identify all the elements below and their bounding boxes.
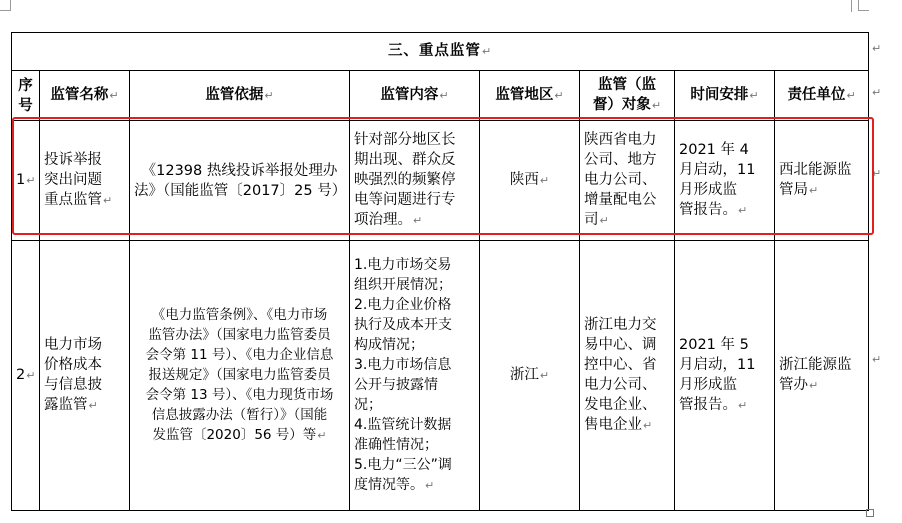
row-schedule-cell: 2021 年 5 月启动，11 月形成监 管报告。↵ bbox=[675, 241, 775, 511]
table-row bbox=[12, 121, 869, 241]
row-end-mark: ↵ bbox=[872, 86, 882, 99]
row-unit-cell: 浙江能源监 管办↵ bbox=[775, 241, 869, 511]
row-schedule-cell: 2021 年 4 月启动，11 月形成监 管报告。↵ bbox=[675, 121, 775, 241]
row-end-mark: ↵ bbox=[872, 42, 882, 55]
header-unit: 责任单位↵ bbox=[775, 71, 869, 121]
table-title: 三、重点监管↵ bbox=[12, 33, 869, 71]
row-end-mark: ↵ bbox=[872, 353, 882, 366]
row-basis-cell: 《电力监管条例》、《电力市场 监管办法》（国家电力监管委员 会令第 11 号）、《电力企业信息 报送规定》（国家电力监管委员 会令第 13 号）、《电力现货市场 信息披露办法（暂行）》（国能 发监管〔2020〕56 号）等↵ bbox=[130, 241, 350, 511]
header-target: 监管（监 督）对象↵ bbox=[580, 71, 675, 121]
row-target-cell: 陕西省电力 公司、地方 电力公司、 增量配电公 司↵ bbox=[580, 121, 675, 241]
row-name-cell: 电力市场 价格成本 与信息披 露监管↵ bbox=[40, 241, 130, 511]
row-region-cell: 陕西↵ bbox=[480, 121, 580, 241]
page-margin-mark bbox=[851, 0, 852, 12]
row-end-mark: ↵ bbox=[872, 167, 882, 180]
row-name-cell: 投诉举报 突出问题 重点监管↵ bbox=[40, 121, 130, 241]
table-end-mark bbox=[866, 509, 874, 517]
row-seq-cell: 2↵ bbox=[12, 241, 40, 511]
page-corner-mark bbox=[858, 0, 869, 11]
header-basis: 监管依据↵ bbox=[130, 71, 350, 121]
header-name: 监管名称↵ bbox=[40, 71, 130, 121]
row-region-cell: 浙江↵ bbox=[480, 241, 580, 511]
row-basis-cell: 《12398 热线投诉举报处理办 法》（国能监管〔2017〕25 号） bbox=[130, 121, 350, 241]
table-row bbox=[12, 241, 869, 511]
page-corner-mark bbox=[0, 0, 11, 11]
row-target-cell: 浙江电力交 易中心、调 控中心、省 电力公司、 发电企业、 售电企业↵ bbox=[580, 241, 675, 511]
header-schedule: 时间安排↵ bbox=[675, 71, 775, 121]
header-region: 监管地区↵ bbox=[480, 71, 580, 121]
row-content-cell: 1.电力市场交易 组织开展情况； 2.电力企业价格 执行及成本开支 构成情况； 3.电力市场信息 公开与披露情 况； 4.监管统计数据 准确性情况； 5.电力“三公”调 度情况等。↵ bbox=[350, 241, 480, 511]
header-seq: 序 号 bbox=[12, 71, 40, 121]
row-unit-cell: 西北能源监 管局↵ bbox=[775, 121, 869, 241]
row-content-cell: 针对部分地区长 期出现、群众反 映强烈的频繁停 电等问题进行专 项治理。↵ bbox=[350, 121, 480, 241]
supervision-table bbox=[11, 32, 869, 511]
header-row bbox=[12, 71, 869, 121]
header-content: 监管内容↵ bbox=[350, 71, 480, 121]
row-seq-cell: 1↵ bbox=[12, 121, 40, 241]
